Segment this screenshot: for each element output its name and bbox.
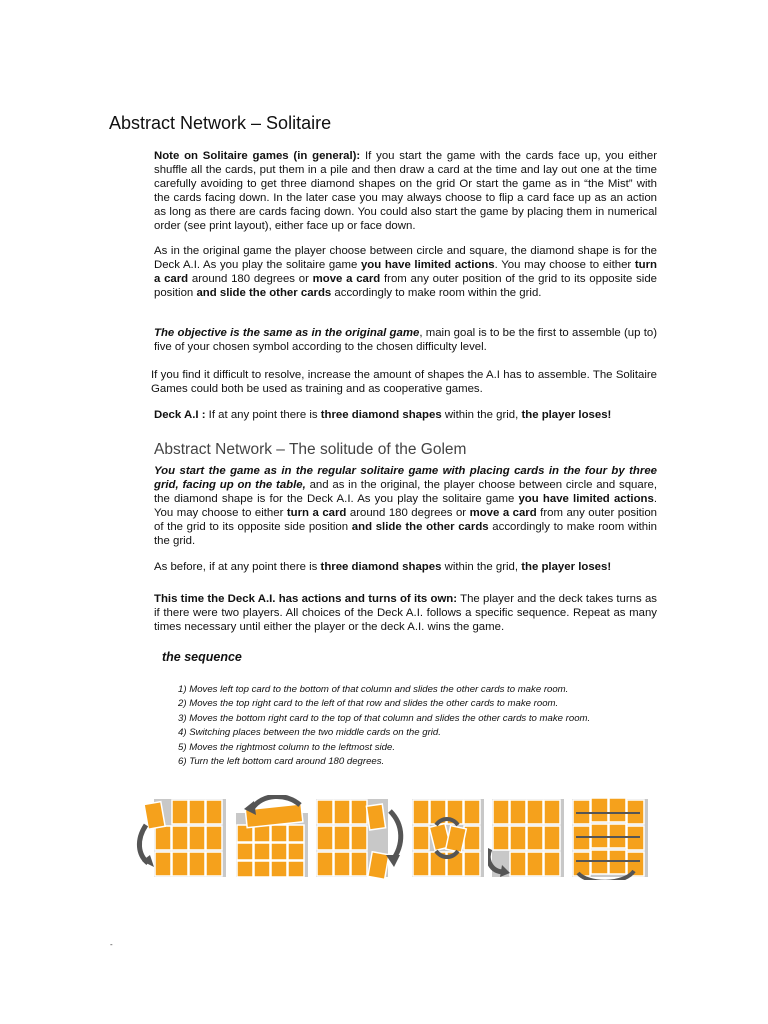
diagram-step-4 bbox=[408, 795, 488, 880]
rules-paragraph: As in the original game the player choose between circle and square, the diamond shape is for the Deck A.I. As you play the solitaire game you have limited actions. You may choose to either turn a card around 180 degrees or move a card from any outer position of the grid to its opposite side position and slide the other cards accordingly to make room within the grid. bbox=[154, 245, 657, 299]
diagram-step-3 bbox=[314, 795, 404, 880]
sequence-step: 6) Turn the left bottom card around 180 degrees. bbox=[178, 756, 385, 768]
sequence-step: 4) Switching places between the two middle cards on the grid. bbox=[178, 727, 441, 739]
sequence-step: 3) Moves the bottom right card to the top of that column and slides the other cards to make room. bbox=[178, 712, 591, 724]
sequence-list bbox=[178, 683, 590, 769]
difficulty-paragraph: If you find it difficult to resolve, increase the amount of shapes the A.I has to assemble. The Solitaire Games could both be used as training and as cooperative games. bbox=[151, 369, 657, 395]
diagram-step-5 bbox=[488, 795, 566, 880]
footer-mark: - bbox=[110, 940, 113, 949]
sequence-step: 5) Moves the rightmost column to the leftmost side. bbox=[178, 741, 396, 753]
sequence-step: 2) Moves the top right card to the left of that row and slides the other cards to make room. bbox=[178, 698, 559, 710]
page-title: Abstract Network – Solitaire bbox=[109, 113, 332, 133]
diagram-step-6 bbox=[568, 795, 652, 880]
lose-condition-paragraph: As before, if at any point there is three diamond shapes within the grid, the player loses! bbox=[154, 561, 612, 573]
golem-intro-paragraph: You start the game as in the regular solitaire game with placing cards in the four by three grid, facing up on the table, and as in the original, the player choose between circle and square, the diamond shape is for the Deck A.I. As you play the solitaire game you have limited actions. You may choose to either turn a card around 180 degrees or move a card from any outer position of the grid to its opposite side position and slide the other cards accordingly to make room within the grid. bbox=[154, 465, 658, 547]
turns-paragraph: This time the Deck A.I. has actions and turns of its own: The player and the deck takes turns as if there were two players. All choices of the Deck A.I. follows a specific sequence. Repeat as many times necessary until either the player or the deck A.I. wins the game. bbox=[154, 593, 657, 633]
diagram-step-1 bbox=[136, 795, 228, 880]
note-paragraph: Note on Solitaire games (in general): If you start the game with the cards face up, you either shuffle all the cards, put them in a pile and then draw a card at the time and lay out one at the time carefully avoiding to get three diamond shapes on the grid Or start the game as in “the Mist” with the cards facing down. In the later case you may always choose to flip a card face up as an action as long as there are cards facing down. You could also start the game by placing them in numerical order (see print layout), either face up or face down. bbox=[154, 150, 657, 232]
objective-paragraph: The objective is the same as in the original game, main goal is to be the first to assemble (up to) five of your chosen symbol according to the chosen difficulty level. bbox=[154, 327, 657, 353]
diagram-step-2 bbox=[232, 795, 312, 880]
section-subtitle: Abstract Network – The solitude of the Golem bbox=[154, 441, 467, 458]
sequence-heading: the sequence bbox=[162, 650, 242, 664]
sequence-step: 1) Moves left top card to the bottom of that column and slides the other cards to make room. bbox=[178, 684, 569, 695]
deck-ai-paragraph: Deck A.I : If at any point there is three diamond shapes within the grid, the player loses! bbox=[154, 409, 612, 421]
